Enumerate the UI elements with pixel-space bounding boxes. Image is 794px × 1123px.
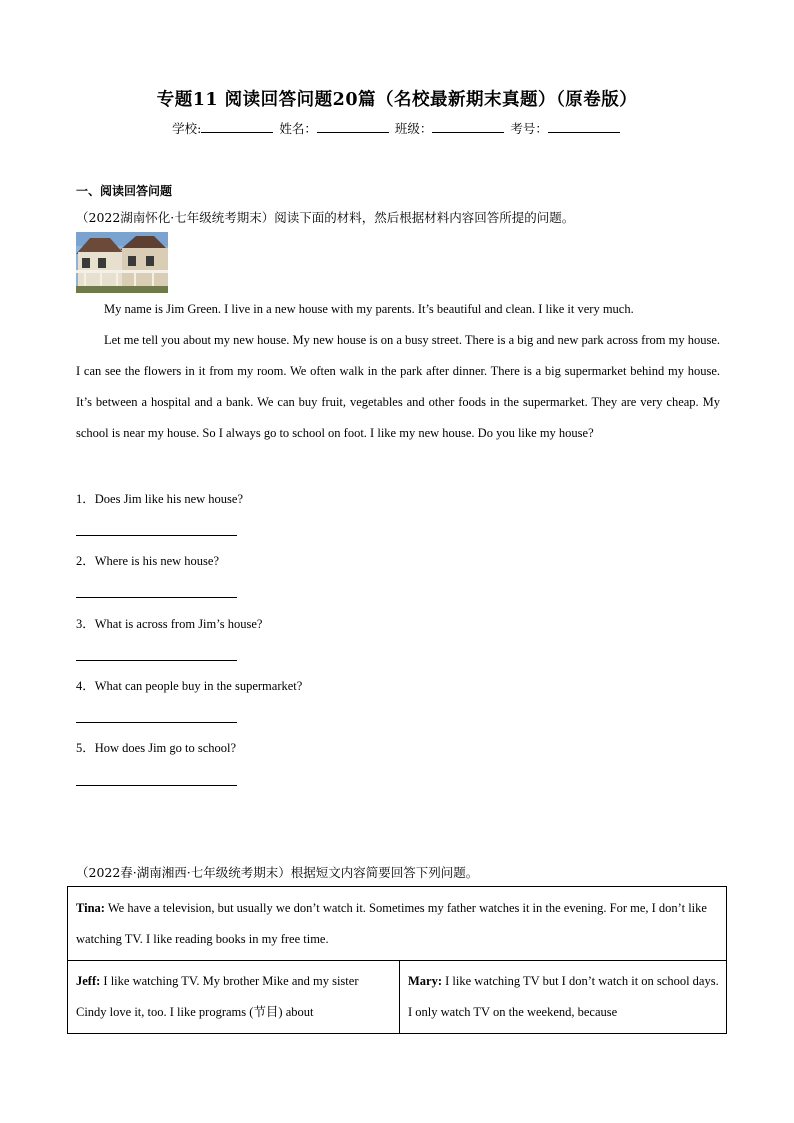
student-info-line	[0, 119, 794, 137]
mary-name: Mary:	[408, 974, 443, 988]
passage-paragraph-2: Let me tell you about my new house. My new house is on a busy street. There is a big and new park across from my house. I can see the flowers in it from my room. We often walk in the park after dinner. There is a big supermarket behind my house. It’s between a hospital and a bank. We can buy fruit, vegetables and other foods in the supermarket. They are very cheap. My school is near my house. So I always go to school on foot. I like my new house. Do you like my house?	[76, 333, 720, 440]
answer-line-1[interactable]	[76, 535, 237, 536]
question-5: 5．How does Jim go to school?	[76, 741, 237, 755]
tina-text: We have a television, but usually we don’t watch it. Sometimes my father watches it in the evening. For me, I don’t like watching TV. I like reading books in my free time.	[76, 901, 707, 946]
passage-source: （2022湖南怀化·七年级统考期末）阅读下面的材料，然后根据材料内容回答所提的问题。	[76, 210, 575, 225]
question-2: 2．Where is his new house?	[76, 554, 220, 568]
question-1: 1．Does Jim like his new house?	[76, 492, 243, 506]
name-label: 姓名：	[279, 121, 317, 136]
school-blank[interactable]	[201, 120, 273, 133]
mary-text: I like watching TV but I don’t watch it on school days. I only watch TV on the weekend, because	[408, 974, 719, 1019]
table-divider-v	[399, 960, 400, 1033]
school-label: 学校:	[172, 121, 202, 136]
page-title: 专题11 阅读回答问题20篇（名校最新期末真题）（原卷版）	[156, 90, 638, 110]
tina-name: Tina:	[76, 901, 105, 915]
answer-line-5[interactable]	[76, 785, 237, 786]
jeff-cell	[76, 966, 392, 1028]
question-3: 3．What is across from Jim’s house?	[76, 617, 263, 631]
section-heading: 一、阅读回答问题	[76, 184, 173, 198]
passage-table	[67, 886, 727, 1034]
jeff-text: I like watching TV. My brother Mike and my sister Cindy love it, too. I like programs (节目) about	[76, 974, 359, 1019]
table-divider-h	[68, 960, 726, 961]
class-label: 班级：	[394, 121, 433, 136]
name-blank[interactable]	[317, 120, 389, 133]
jeff-name: Jeff:	[76, 974, 101, 988]
answer-line-3[interactable]	[76, 660, 237, 661]
answer-line-2[interactable]	[76, 597, 237, 598]
question-4: 4．What can people buy in the supermarket?	[76, 679, 303, 693]
exam-no-blank[interactable]	[548, 120, 620, 133]
passage-paragraph-1: My name is Jim Green. I live in a new house with my parents. It’s beautiful and clean. I like it very much.	[104, 302, 634, 316]
tina-cell	[76, 893, 716, 955]
passage-source-2: （2022春·湖南湘西·七年级统考期末）根据短文内容简要回答下列问题。	[76, 865, 479, 880]
exam-no-label: 考号：	[510, 121, 548, 136]
house-image	[76, 232, 168, 293]
class-blank[interactable]	[432, 120, 504, 133]
house-photo	[76, 232, 168, 293]
answer-line-4[interactable]	[76, 722, 237, 723]
mary-cell	[408, 966, 722, 1028]
